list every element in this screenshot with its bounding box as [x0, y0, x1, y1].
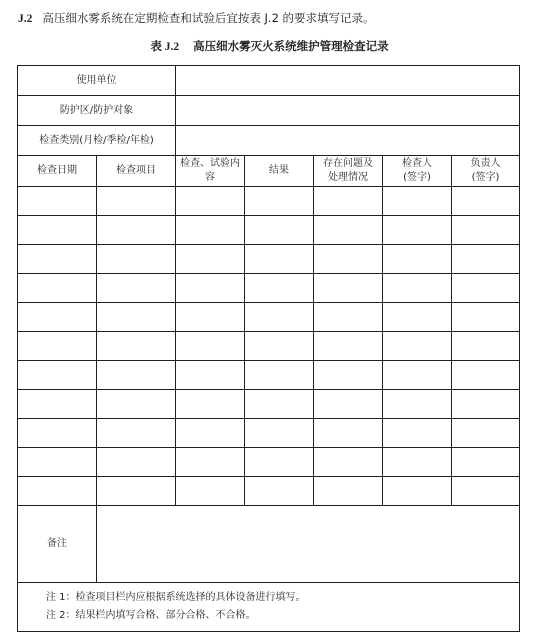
column-header-text: (签字): [471, 172, 500, 183]
record-row: [18, 361, 520, 390]
record-row: [18, 390, 520, 419]
record-cell[interactable]: [18, 274, 97, 303]
record-cell[interactable]: [245, 245, 314, 274]
info-value-field[interactable]: [176, 66, 520, 96]
record-cell[interactable]: [245, 361, 314, 390]
record-cell[interactable]: [245, 303, 314, 332]
record-cell[interactable]: [383, 390, 452, 419]
record-cell[interactable]: [97, 245, 176, 274]
record-cell[interactable]: [314, 274, 383, 303]
record-row: [18, 477, 520, 506]
column-header-text: 负责人: [470, 158, 501, 169]
note-line: 注 1：检查项目栏内应根据系统选择的具体设备进行填写。: [46, 592, 306, 603]
record-cell[interactable]: [383, 332, 452, 361]
record-cell[interactable]: [176, 274, 245, 303]
record-cell[interactable]: [18, 187, 97, 216]
record-cell[interactable]: [245, 216, 314, 245]
record-cell[interactable]: [245, 274, 314, 303]
record-cell[interactable]: [452, 332, 520, 361]
info-row: [18, 96, 520, 126]
record-cell[interactable]: [18, 303, 97, 332]
section-text: 高压细水雾系统在定期检查和试验后宜按表 J.2 的要求填写记录。: [42, 11, 375, 25]
record-cell[interactable]: [18, 332, 97, 361]
column-header-text: 检查日期: [37, 165, 77, 176]
record-cell[interactable]: [314, 303, 383, 332]
record-cell[interactable]: [452, 419, 520, 448]
column-header-text: 存在问题及: [323, 158, 373, 169]
column-header-text: 检查、试验内容: [180, 158, 240, 183]
record-cell[interactable]: [452, 216, 520, 245]
remark-field[interactable]: [97, 506, 520, 583]
section-heading: [18, 10, 375, 27]
record-cell[interactable]: [245, 419, 314, 448]
record-cell[interactable]: [383, 448, 452, 477]
record-cell[interactable]: [383, 477, 452, 506]
record-row: [18, 216, 520, 245]
record-cell[interactable]: [245, 332, 314, 361]
record-cell[interactable]: [452, 274, 520, 303]
column-header: [314, 156, 383, 187]
record-cell[interactable]: [97, 419, 176, 448]
notes-cell: [18, 583, 520, 632]
info-label: 防护区/防护对象: [18, 96, 176, 126]
record-cell[interactable]: [452, 245, 520, 274]
record-cell[interactable]: [176, 361, 245, 390]
record-cell[interactable]: [452, 361, 520, 390]
column-header: [383, 156, 452, 187]
record-cell[interactable]: [383, 187, 452, 216]
record-cell[interactable]: [314, 361, 383, 390]
record-cell[interactable]: [245, 187, 314, 216]
record-row: [18, 448, 520, 477]
record-cell[interactable]: [452, 477, 520, 506]
info-row: [18, 66, 520, 96]
record-cell[interactable]: [18, 216, 97, 245]
column-header-text: (签字): [403, 172, 431, 183]
record-row: [18, 419, 520, 448]
record-cell[interactable]: [383, 419, 452, 448]
record-cell[interactable]: [97, 390, 176, 419]
record-cell[interactable]: [314, 332, 383, 361]
record-cell[interactable]: [245, 390, 314, 419]
remark-row: [18, 506, 520, 583]
record-cell[interactable]: [452, 390, 520, 419]
table-caption: [0, 38, 539, 55]
column-header-text: 处理情况: [328, 172, 368, 183]
record-cell[interactable]: [245, 477, 314, 506]
record-cell[interactable]: [383, 303, 452, 332]
record-cell[interactable]: [176, 419, 245, 448]
record-cell[interactable]: [97, 477, 176, 506]
record-cell[interactable]: [452, 303, 520, 332]
record-cell[interactable]: [383, 216, 452, 245]
record-cell[interactable]: [452, 187, 520, 216]
column-header: [245, 156, 314, 187]
column-header: [18, 156, 97, 187]
section-number: J.2: [18, 13, 33, 25]
record-cell[interactable]: [314, 390, 383, 419]
note-line: 注 2：结果栏内填写合格、部分合格、不合格。: [46, 610, 256, 621]
table-title: 高压细水雾灭火系统维护管理检查记录: [193, 39, 389, 53]
header-row: [18, 156, 520, 187]
record-cell[interactable]: [18, 361, 97, 390]
info-row: [18, 126, 520, 156]
record-cell[interactable]: [97, 216, 176, 245]
record-cell[interactable]: [314, 187, 383, 216]
notes-row: [18, 583, 520, 632]
record-cell[interactable]: [97, 361, 176, 390]
table-number: 表 J.2: [150, 41, 180, 53]
record-row: [18, 274, 520, 303]
record-cell[interactable]: [452, 448, 520, 477]
record-cell[interactable]: [18, 419, 97, 448]
column-header: [452, 156, 520, 187]
record-cell[interactable]: [176, 390, 245, 419]
table-body: [18, 66, 520, 632]
info-label: 使用单位: [18, 66, 176, 96]
record-cell[interactable]: [176, 216, 245, 245]
maintenance-record-table: [17, 65, 520, 632]
column-header-text: 检查项目: [116, 165, 156, 176]
info-label: 检查类别(月检/季检/年检): [18, 126, 176, 156]
record-cell[interactable]: [18, 390, 97, 419]
record-cell[interactable]: [97, 303, 176, 332]
remark-label: 备注: [18, 506, 97, 583]
record-cell[interactable]: [383, 274, 452, 303]
record-row: [18, 245, 520, 274]
column-header-text: 检查人: [402, 158, 432, 169]
record-cell[interactable]: [97, 332, 176, 361]
record-cell[interactable]: [176, 245, 245, 274]
record-cell[interactable]: [245, 448, 314, 477]
record-cell[interactable]: [97, 187, 176, 216]
record-row: [18, 303, 520, 332]
column-header: [176, 156, 245, 187]
record-cell[interactable]: [97, 274, 176, 303]
record-cell[interactable]: [383, 361, 452, 390]
record-cell[interactable]: [314, 448, 383, 477]
record-cell[interactable]: [176, 448, 245, 477]
record-cell[interactable]: [176, 332, 245, 361]
info-value-field[interactable]: [176, 126, 520, 156]
record-cell[interactable]: [97, 448, 176, 477]
record-row: [18, 332, 520, 361]
record-cell[interactable]: [314, 419, 383, 448]
record-cell[interactable]: [314, 477, 383, 506]
record-cell[interactable]: [314, 245, 383, 274]
record-cell[interactable]: [176, 477, 245, 506]
record-cell[interactable]: [383, 245, 452, 274]
record-cell[interactable]: [18, 477, 97, 506]
info-value-field[interactable]: [176, 96, 520, 126]
column-header-text: 结果: [269, 165, 289, 176]
record-cell[interactable]: [18, 448, 97, 477]
record-cell[interactable]: [176, 187, 245, 216]
column-header: [97, 156, 176, 187]
record-row: [18, 187, 520, 216]
record-cell[interactable]: [314, 216, 383, 245]
record-cell[interactable]: [18, 245, 97, 274]
record-cell[interactable]: [176, 303, 245, 332]
